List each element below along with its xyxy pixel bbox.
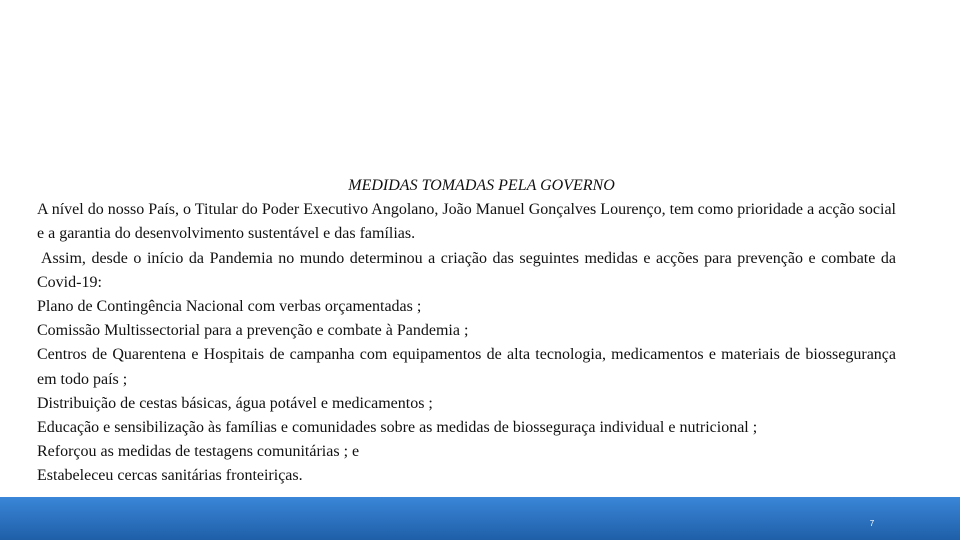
measure-item: Comissão Multissectorial para a prevenção e combate à Pandemia ; xyxy=(37,322,469,340)
slide-title: MEDIDAS TOMADAS PELA GOVERNO xyxy=(348,177,615,194)
measure-item: Distribuição de cestas básicas, água potável e medicamentos ; xyxy=(37,394,433,412)
measure-item: Centros de Quarentena e Hospitais de campanha com equipamentos de alta tecnologia, medicamentos e materiais de biossegurança em todo país ; xyxy=(37,346,896,388)
page-number: 7 xyxy=(869,519,875,528)
paragraph-measures-intro: Assim, desde o início da Pandemia no mundo determinou a criação das seguintes medidas e acções para prevenção e combate da Covid-19: xyxy=(37,249,896,291)
content-body xyxy=(37,174,896,489)
footer-bar xyxy=(0,497,960,540)
measure-item: Estabeleceu cercas sanitárias fronteiriças. xyxy=(37,467,303,485)
measure-item: Educação e sensibilização às famílias e comunidades sobre as medidas de biosseguraça individual e nutricional ; xyxy=(37,419,758,437)
measure-item: Reforçou as medidas de testagens comunitárias ; e xyxy=(37,443,360,461)
measure-item: Plano de Contingência Nacional com verbas orçamentadas ; xyxy=(37,298,422,316)
paragraph-intro: A nível do nosso País, o Titular do Poder Executivo Angolano, João Manuel Gonçalves Lourenço, tem como prioridade a acção social e a garantia do desenvolvimento sustentável e das famílias. xyxy=(37,201,896,243)
